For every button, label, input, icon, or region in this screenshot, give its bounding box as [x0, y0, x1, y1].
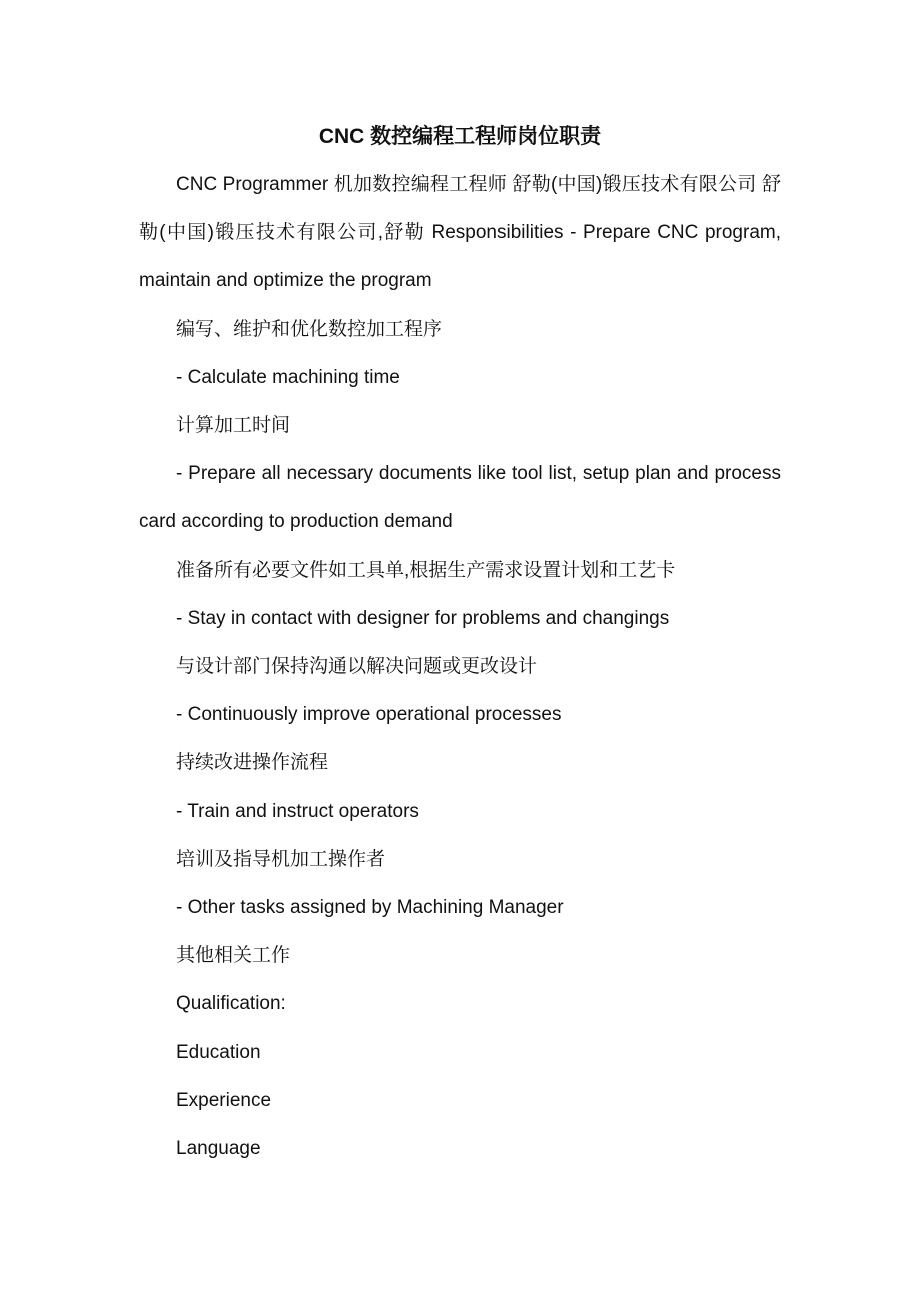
document-page: [139, 113, 781, 1173]
paragraph: Education: [176, 1041, 261, 1063]
paragraph: 与设计部门保持沟通以解决问题或更改设计: [176, 656, 538, 678]
paragraph: Language: [176, 1138, 261, 1160]
paragraph: - Prepare all necessary documents like tool list, setup plan and process card according to production demand: [139, 463, 781, 533]
paragraph: 准备所有必要文件如工具单,根据生产需求设置计划和工艺卡: [176, 559, 676, 581]
paragraph: 其他相关工作: [176, 945, 291, 967]
paragraph: Qualification:: [176, 993, 286, 1015]
document-body: [139, 161, 781, 1173]
paragraph: - Calculate machining time: [176, 366, 400, 388]
paragraph: - Stay in contact with designer for problems and changings: [176, 607, 670, 629]
document-title: CNC 数控编程工程师岗位职责: [318, 125, 602, 148]
paragraph: - Other tasks assigned by Machining Manager: [176, 897, 564, 919]
paragraph: 培训及指导机加工操作者: [176, 848, 386, 870]
paragraph: CNC Programmer 机加数控编程工程师 舒勒(中国)锻压技术有限公司 舒勒(中国)锻压技术有限公司,舒勒 Responsibilities - Prepare CNC program, maintain and optimize the program: [139, 174, 781, 292]
paragraph: - Continuously improve operational processes: [176, 704, 562, 726]
paragraph: 编写、维护和优化数控加工程序: [176, 318, 443, 340]
paragraph: 持续改进操作流程: [176, 752, 329, 774]
paragraph: - Train and instruct operators: [176, 800, 419, 822]
paragraph: Experience: [176, 1089, 272, 1111]
paragraph: 计算加工时间: [176, 415, 291, 437]
